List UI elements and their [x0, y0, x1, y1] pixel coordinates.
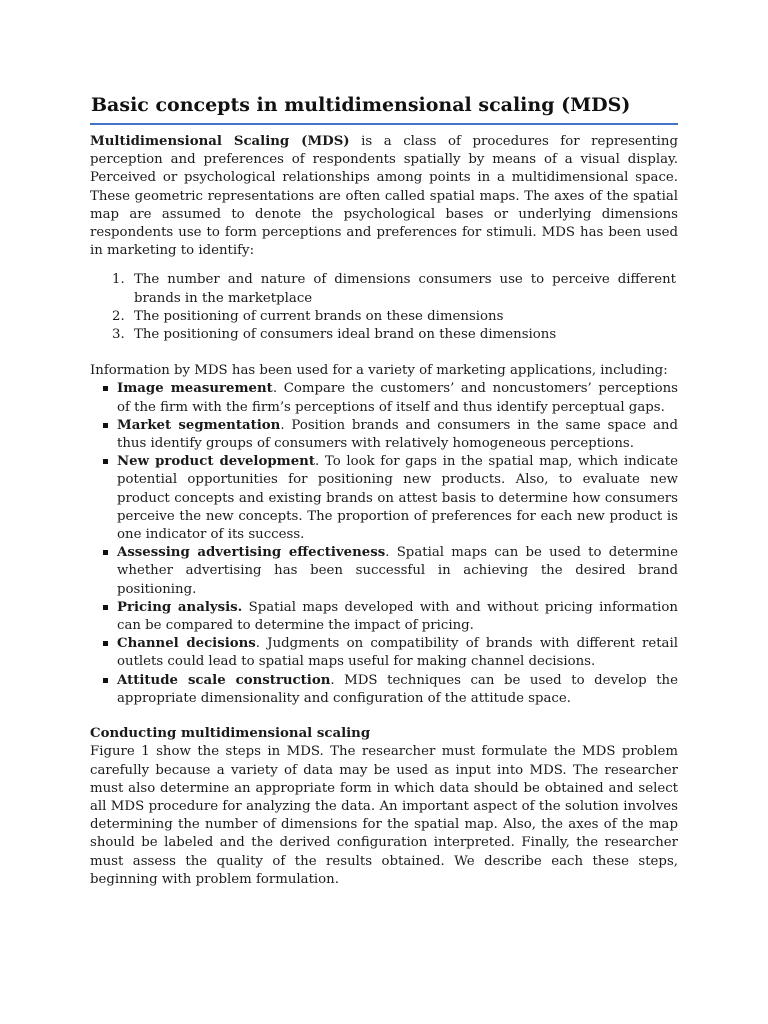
- title-underline: [90, 123, 678, 125]
- list-item-text: The positioning of current brands on these dimensions: [134, 308, 504, 324]
- application-term: Market segmentation: [117, 417, 281, 433]
- application-term: Assessing advertising effectiveness: [117, 545, 386, 561]
- bullet-icon: [103, 423, 108, 428]
- application-text: . Position brands and consumers in the same space and thus identify groups of consumers with relatively homogeneous perceptions.: [117, 417, 678, 452]
- intro-text: is a class of procedures for representing perception and preferences of respondents spatially by means of a visual display. Perceived or psychological relationships among points in a multidimensional space. These geometric representations are often called spatial maps. The axes of the spatial map are assumed to denote the psychological bases or underlying dimensions respondents use to form perceptions and preferences for stimuli. MDS has been used in marketing to identify:: [90, 134, 679, 259]
- list-number: 3.: [112, 327, 125, 343]
- list-item: [117, 672, 678, 708]
- application-term: Attitude scale construction: [117, 672, 331, 688]
- application-term: Pricing analysis.: [117, 599, 243, 615]
- list-item-text: The number and nature of dimensions consumers use to perceive different brands in the marketplace: [134, 272, 676, 306]
- application-text: . To look for gaps in the spatial map, which indicate potential opportunities for positioning new products. Also, to evaluate new product concepts and existing brands on attest basis to determine how consumers perceive the new concepts. The proportion of preferences for each new product is one indicator of its success.: [117, 454, 678, 543]
- list-number: 1.: [112, 272, 125, 288]
- list-item: [117, 380, 678, 416]
- application-text: . Spatial maps can be used to determine whether advertising has been successful in achieving the desired brand positioning.: [117, 545, 678, 597]
- bullet-icon: [103, 641, 108, 646]
- list-item: [112, 271, 678, 307]
- applications-list: [90, 380, 678, 708]
- bullet-icon: [103, 550, 108, 555]
- list-item-text: The positioning of consumers ideal brand on these dimensions: [134, 327, 557, 343]
- bullet-icon: [103, 386, 108, 391]
- list-item: [117, 453, 678, 544]
- section-paragraph: Figure 1 show the steps in MDS. The researcher must formulate the MDS problem carefully because a variety of data may be used as input into MDS. The researcher must also determine an appropriate form in which data should be obtained and select all MDS procedure for analyzing the data. An important aspect of the solution involves determining the number of dimensions for the spatial map. Also, the axes of the map should be labeled and the derived configuration interpreted. Finally, the researcher must assess the quality of the results obtained. We describe each these steps, beginning with problem formulation.: [90, 744, 678, 887]
- list-number: 2.: [112, 308, 125, 324]
- bullet-icon: [103, 678, 108, 683]
- application-text: . Compare the customers’ and noncustomers’ perceptions of the firm with the firm’s perceptions of itself and thus identify perceptual gaps.: [117, 381, 678, 415]
- list-item: [117, 544, 678, 599]
- application-text: Spatial maps developed with and without pricing information can be compared to determine the impact of pricing.: [117, 599, 678, 634]
- list-item: [117, 599, 678, 635]
- application-term: New product development: [117, 454, 315, 470]
- list-item: [112, 308, 678, 326]
- bullet-icon: [103, 605, 108, 610]
- list-item: [117, 417, 678, 453]
- list-item: [112, 326, 678, 344]
- intro-term: Multidimensional Scaling (MDS): [90, 134, 350, 149]
- mds-uses-list: [90, 271, 678, 344]
- application-term: Channel decisions: [117, 636, 256, 652]
- application-text: . MDS techniques can be used to develop the appropriate dimensionality and configuration of the attitude space.: [117, 672, 678, 706]
- bullet-icon: [103, 459, 108, 464]
- document-page: [90, 92, 678, 889]
- application-text: . Judgments on compatibility of brands with different retail outlets could lead to spatial maps useful for making channel decisions.: [117, 636, 678, 670]
- list-item: [117, 635, 678, 671]
- page-title: Basic concepts in multidimensional scaling (MDS): [91, 94, 631, 116]
- section-heading: Conducting multidimensional scaling: [90, 726, 371, 742]
- intro-paragraph: [90, 133, 678, 260]
- applications-intro: Information by MDS has been used for a variety of marketing applications, including:: [90, 363, 668, 379]
- application-term: Image measurement: [117, 381, 273, 397]
